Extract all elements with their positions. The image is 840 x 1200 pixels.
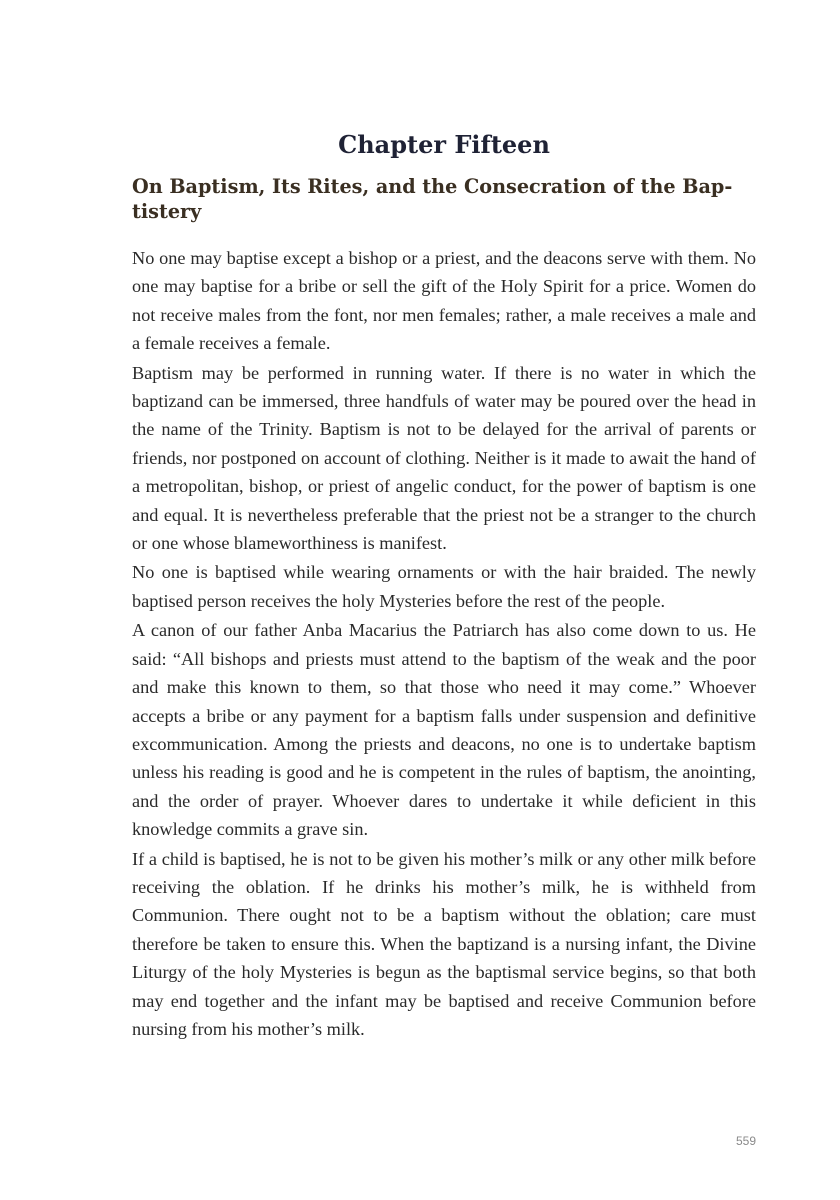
page-content: [132, 126, 756, 1044]
paragraph: A canon of our father Anba Macarius the Patriarch has also come down to us. He said: “All bishops and priests must attend to the baptism of the weak and the poor and make this known to them, so that those who need it may come.” Whoever accepts a bribe or any payment for a baptism falls under suspension and definitive excommunication. Among the priests and deacons, no one is to undertake baptism unless his reading is good and he is competent in the rules of baptism, the anointing, and the order of prayer. Whoever dares to undertake it while deficient in this knowledge commits a grave sin.: [132, 620, 756, 840]
chapter-subtitle: On Baptism, Its Rites, and the Consecration of the Baptistery: [132, 175, 733, 223]
paragraph: No one is baptised while wearing ornaments or with the hair braided. The newly baptised person receives the holy Mysteries before the rest of the people.: [132, 562, 756, 611]
chapter-title: Chapter Fifteen: [338, 130, 550, 159]
paragraph: Baptism may be performed in running water. If there is no water in which the baptizand can be immersed, three handfuls of water may be poured over the head in the name of the Trinity. Baptism is not to be delayed for the arrival of parents or friends, nor postponed on account of clothing. Neither is it made to await the hand of a metropolitan, bishop, or priest of angelic conduct, for the power of baptism is one and equal. It is nevertheless preferable that the priest not be a stranger to the church or one whose blameworthiness is manifest.: [132, 362, 756, 554]
body-text: [132, 244, 756, 1043]
page-number: 559: [735, 1134, 756, 1148]
paragraph: No one may baptise except a bishop or a priest, and the deacons serve with them. No one may baptise for a bribe or sell the gift of the Holy Spirit for a price. Women do not receive males from the font, nor men females; rather, a male receives a male and a female receives a female.: [132, 248, 756, 354]
paragraph: If a child is baptised, he is not to be given his mother’s milk or any other milk before receiving the oblation. If he drinks his mother’s milk, he is withheld from Communion. There ought not to be a baptism without the oblation; care must therefore be taken to ensure this. When the baptizand is a nursing infant, the Divine Liturgy of the holy Mysteries is begun as the baptismal service begins, so that both may end together and the infant may be baptised and receive Communion before nursing from his mother’s milk.: [132, 848, 756, 1039]
